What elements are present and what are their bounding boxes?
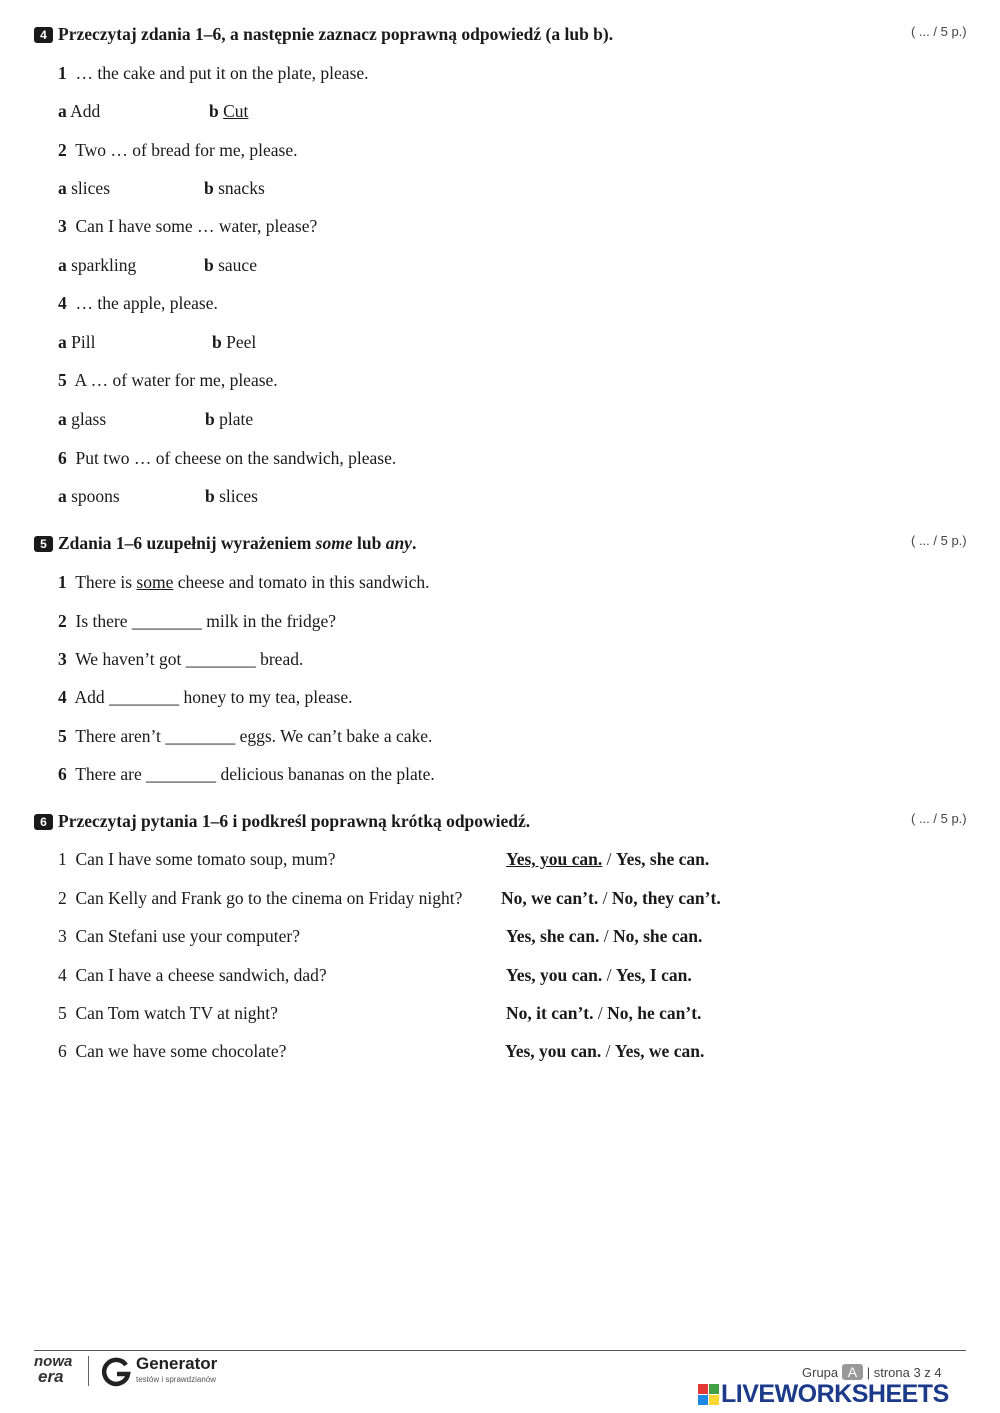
- answer-option[interactable]: Yes, she can.: [506, 926, 600, 946]
- exercise-5-item: 3 We haven’t got ________ bread.: [58, 649, 304, 669]
- question: 6 Can we have some chocolate?: [58, 1041, 287, 1061]
- option-b[interactable]: b Cut: [209, 101, 249, 121]
- exercise-6-number: 6: [34, 814, 53, 830]
- gap-blank[interactable]: ________: [109, 687, 180, 707]
- question: 5 Can Tom watch TV at night?: [58, 1003, 278, 1023]
- answer-choices: Yes, you can. / Yes, we can.: [505, 1041, 705, 1061]
- exercise-5-item: 6 There are ________ delicious bananas on the plate.: [58, 764, 435, 784]
- generator-logo-text: Generator testów i sprawdzianów: [136, 1354, 218, 1384]
- answer-choices: Yes, you can. / Yes, I can.: [506, 965, 692, 985]
- exercise-5-item: 5 There aren’t ________ eggs. We can’t bake a cake.: [58, 726, 433, 746]
- question: 6 Put two … of cheese on the sandwich, please.: [58, 448, 397, 468]
- question: 2 Can Kelly and Frank go to the cinema on Friday night?: [58, 888, 463, 908]
- answer-choices: No, it can’t. / No, he can’t.: [506, 1003, 702, 1023]
- liveworksheets-icon: [698, 1384, 719, 1405]
- nowa-era-logo: nowa era: [34, 1353, 73, 1386]
- gap-answer[interactable]: some: [136, 572, 174, 592]
- question: 3 Can Stefani use your computer?: [58, 926, 301, 946]
- exercise-6-points: ( ... / 5 p.): [911, 811, 967, 826]
- exercise-5-points: ( ... / 5 p.): [911, 533, 967, 548]
- exercise-4-heading: [34, 24, 613, 44]
- option-b[interactable]: b slices: [205, 486, 258, 506]
- gap-blank[interactable]: ________: [131, 611, 202, 631]
- answer-option[interactable]: No, it can’t.: [506, 1003, 594, 1023]
- answer-choices: Yes, she can. / No, she can.: [506, 926, 703, 946]
- gap-blank[interactable]: ________: [185, 649, 256, 669]
- answer-option[interactable]: No, she can.: [612, 926, 703, 946]
- answer-option[interactable]: No, he can’t.: [607, 1003, 702, 1023]
- exercise-5-heading: 5 Zdania 1–6 uzupełnij wyrażeniem some lub any.: [34, 533, 416, 553]
- answer-option[interactable]: Yes, we can.: [614, 1041, 705, 1061]
- gap-blank[interactable]: ________: [146, 764, 217, 784]
- option-a[interactable]: a sparkling: [58, 255, 137, 275]
- option-a[interactable]: a glass: [58, 409, 107, 429]
- option-b[interactable]: b snacks: [204, 178, 265, 198]
- group-page-info: Grupa A | strona 3 z 4: [802, 1364, 942, 1380]
- option-a[interactable]: a spoons: [58, 486, 120, 506]
- question: 1 … the cake and put it on the plate, please.: [58, 63, 369, 83]
- footer-divider: [34, 1350, 966, 1351]
- group-badge: A: [842, 1364, 863, 1380]
- option-a[interactable]: a Add: [58, 101, 101, 121]
- question: 4 … the apple, please.: [58, 293, 218, 313]
- exercise-4-number: 4: [34, 27, 53, 43]
- answer-option[interactable]: No, they can’t.: [611, 888, 721, 908]
- exercise-5-item: 4 Add ________ honey to my tea, please.: [58, 687, 353, 707]
- option-a[interactable]: a slices: [58, 178, 111, 198]
- answer-choices: Yes, you can. / Yes, she can.: [506, 849, 710, 869]
- question: 2 Two … of bread for me, please.: [58, 140, 298, 160]
- answer-option[interactable]: Yes, you can.: [506, 965, 603, 985]
- option-a[interactable]: a Pill: [58, 332, 96, 352]
- answer-option[interactable]: Yes, you can.: [506, 849, 603, 869]
- gap-blank[interactable]: ________: [165, 726, 236, 746]
- exercise-6-heading: [34, 811, 530, 831]
- option-b[interactable]: b sauce: [204, 255, 257, 275]
- answer-option[interactable]: Yes, she can.: [615, 849, 710, 869]
- question: 4 Can I have a cheese sandwich, dad?: [58, 965, 327, 985]
- answer-choices: No, we can’t. / No, they can’t.: [501, 888, 721, 908]
- question: 5 A … of water for me, please.: [58, 370, 278, 390]
- liveworksheets-brand: LIVEWORKSHEETS: [698, 1380, 949, 1409]
- exercise-5-item: 1 There is some cheese and tomato in this sandwich.: [58, 572, 430, 592]
- option-b[interactable]: b Peel: [212, 332, 257, 352]
- answer-option[interactable]: No, we can’t.: [501, 888, 599, 908]
- answer-option[interactable]: Yes, I can.: [615, 965, 692, 985]
- exercise-4-title: Przeczytaj zdania 1–6, a następnie zaznacz poprawną odpowiedź (a lub b).: [58, 24, 614, 44]
- question: 3 Can I have some … water, please?: [58, 216, 318, 236]
- logo-divider: [88, 1356, 89, 1386]
- answer-option[interactable]: Yes, you can.: [505, 1041, 602, 1061]
- generator-logo-icon: [100, 1356, 132, 1393]
- selected-answer: Cut: [223, 101, 249, 121]
- exercise-4-points: ( ... / 5 p.): [911, 24, 967, 39]
- exercise-5-number: 5: [34, 536, 53, 552]
- exercise-5-item: 2 Is there ________ milk in the fridge?: [58, 611, 337, 631]
- option-b[interactable]: b plate: [205, 409, 254, 429]
- exercise-6-title: Przeczytaj pytania 1–6 i podkreśl poprawną krótką odpowiedź.: [58, 811, 531, 831]
- question: 1 Can I have some tomato soup, mum?: [58, 849, 336, 869]
